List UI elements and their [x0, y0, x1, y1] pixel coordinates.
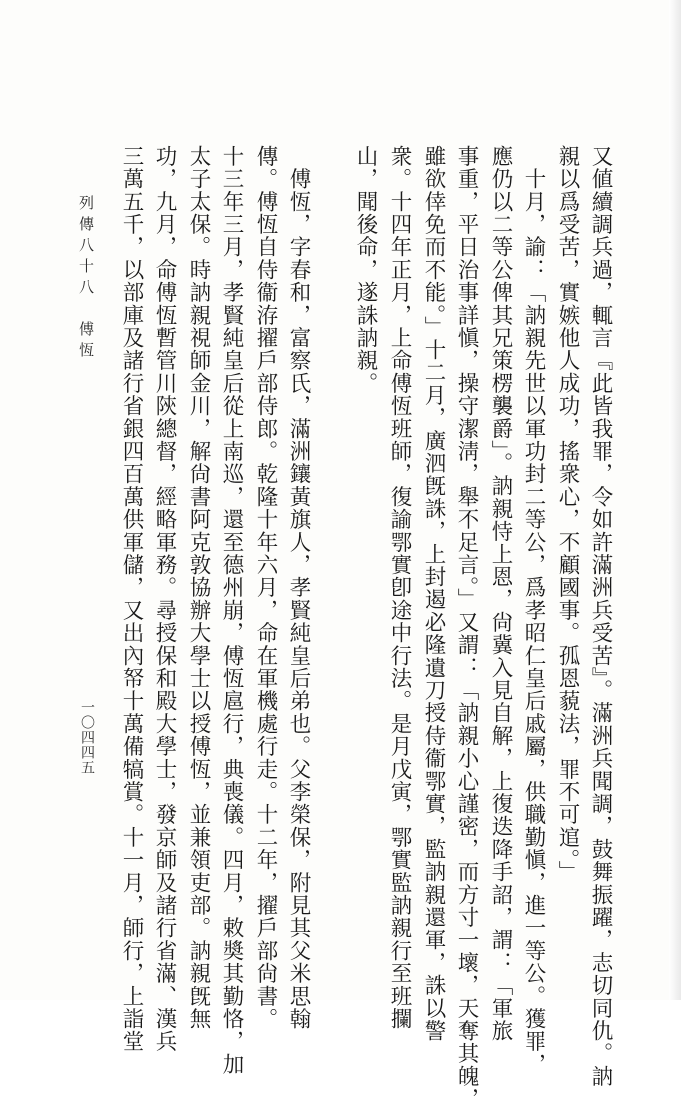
- text-column-11: 傳。傅恆自侍衞洊擢戶部侍郎。乾隆十年六月，命在軍機處行走。十二年，擢戶部尙書。: [253, 145, 278, 1031]
- text-column-4: 應仍以二等公俾其兄策楞襲爵」。訥親恃上恩，尙冀入見自解，上復迭降手詔，謂：「軍旅: [488, 145, 513, 1043]
- running-head: 列傳八十八 傅恆: [77, 195, 95, 363]
- text-column-14: 功，九月，命傅恆暫管川陝總督，經略軍務。尋授保和殿大學士，發京師及諸行省滿、漢兵: [152, 145, 177, 1053]
- text-column-5: 事重，平日治事詳愼，操守潔淸，舉不足言。」又謂：「訥親小心謹密，而方寸一壞，天奪其魄，: [454, 145, 479, 1110]
- text-column-13: 太子太保。時訥親視師金川，解尙書阿克敦協辦大學士以授傅恆，並兼領吏部。訥親旣無: [186, 145, 211, 1031]
- text-column-15: 三萬五千，以部庫及諸行省銀四百萬供軍儲，又出內帑十萬備犒賞。十一月，師行，上詣堂: [119, 145, 144, 1053]
- text-column-2: 親以爲受苦，實嫉他人成功，搖衆心，不顧國事。孤恩藐法，罪不可逭。」: [555, 145, 580, 884]
- scan-edge-shadow: [669, 0, 681, 1000]
- text-column-10: 傅恆，字春和，富察氏，滿洲鑲黃旗人，孝賢純皇后弟也。父李榮保，附見其父米思翰: [286, 145, 311, 1031]
- text-column-8: 山，聞後命，遂誅訥親。: [353, 145, 378, 395]
- page-number: 一〇四四五: [79, 700, 95, 775]
- text-column-7: 衆。十四年正月，上命傅恆班師，復諭鄂實卽途中行法。是月戊寅，鄂實監訥親行至班攔: [387, 145, 412, 1031]
- text-column-12: 十三年三月，孝賢純皇后從上南巡，還至德州崩，傅恆扈行，典喪儀。四月，敕奬其勤恪，加: [219, 145, 244, 1076]
- text-column-1: 又値續調兵過，輒言『此皆我罪，令如許滿洲兵受苦』。滿洲兵聞調，鼓舞振躍，志切同仇。訥: [588, 145, 613, 1088]
- text-column-6: 雖欲倖免而不能。」十二月，廣泗旣誅，上封遏必隆遺刀授侍衞鄂實，監訥親還軍，誅以警: [421, 145, 446, 1043]
- text-column-3: 十月，諭：「訥親先世以軍功封二等公，爲孝昭仁皇后戚屬，供職勤愼，進一等公。獲罪，: [521, 145, 546, 1076]
